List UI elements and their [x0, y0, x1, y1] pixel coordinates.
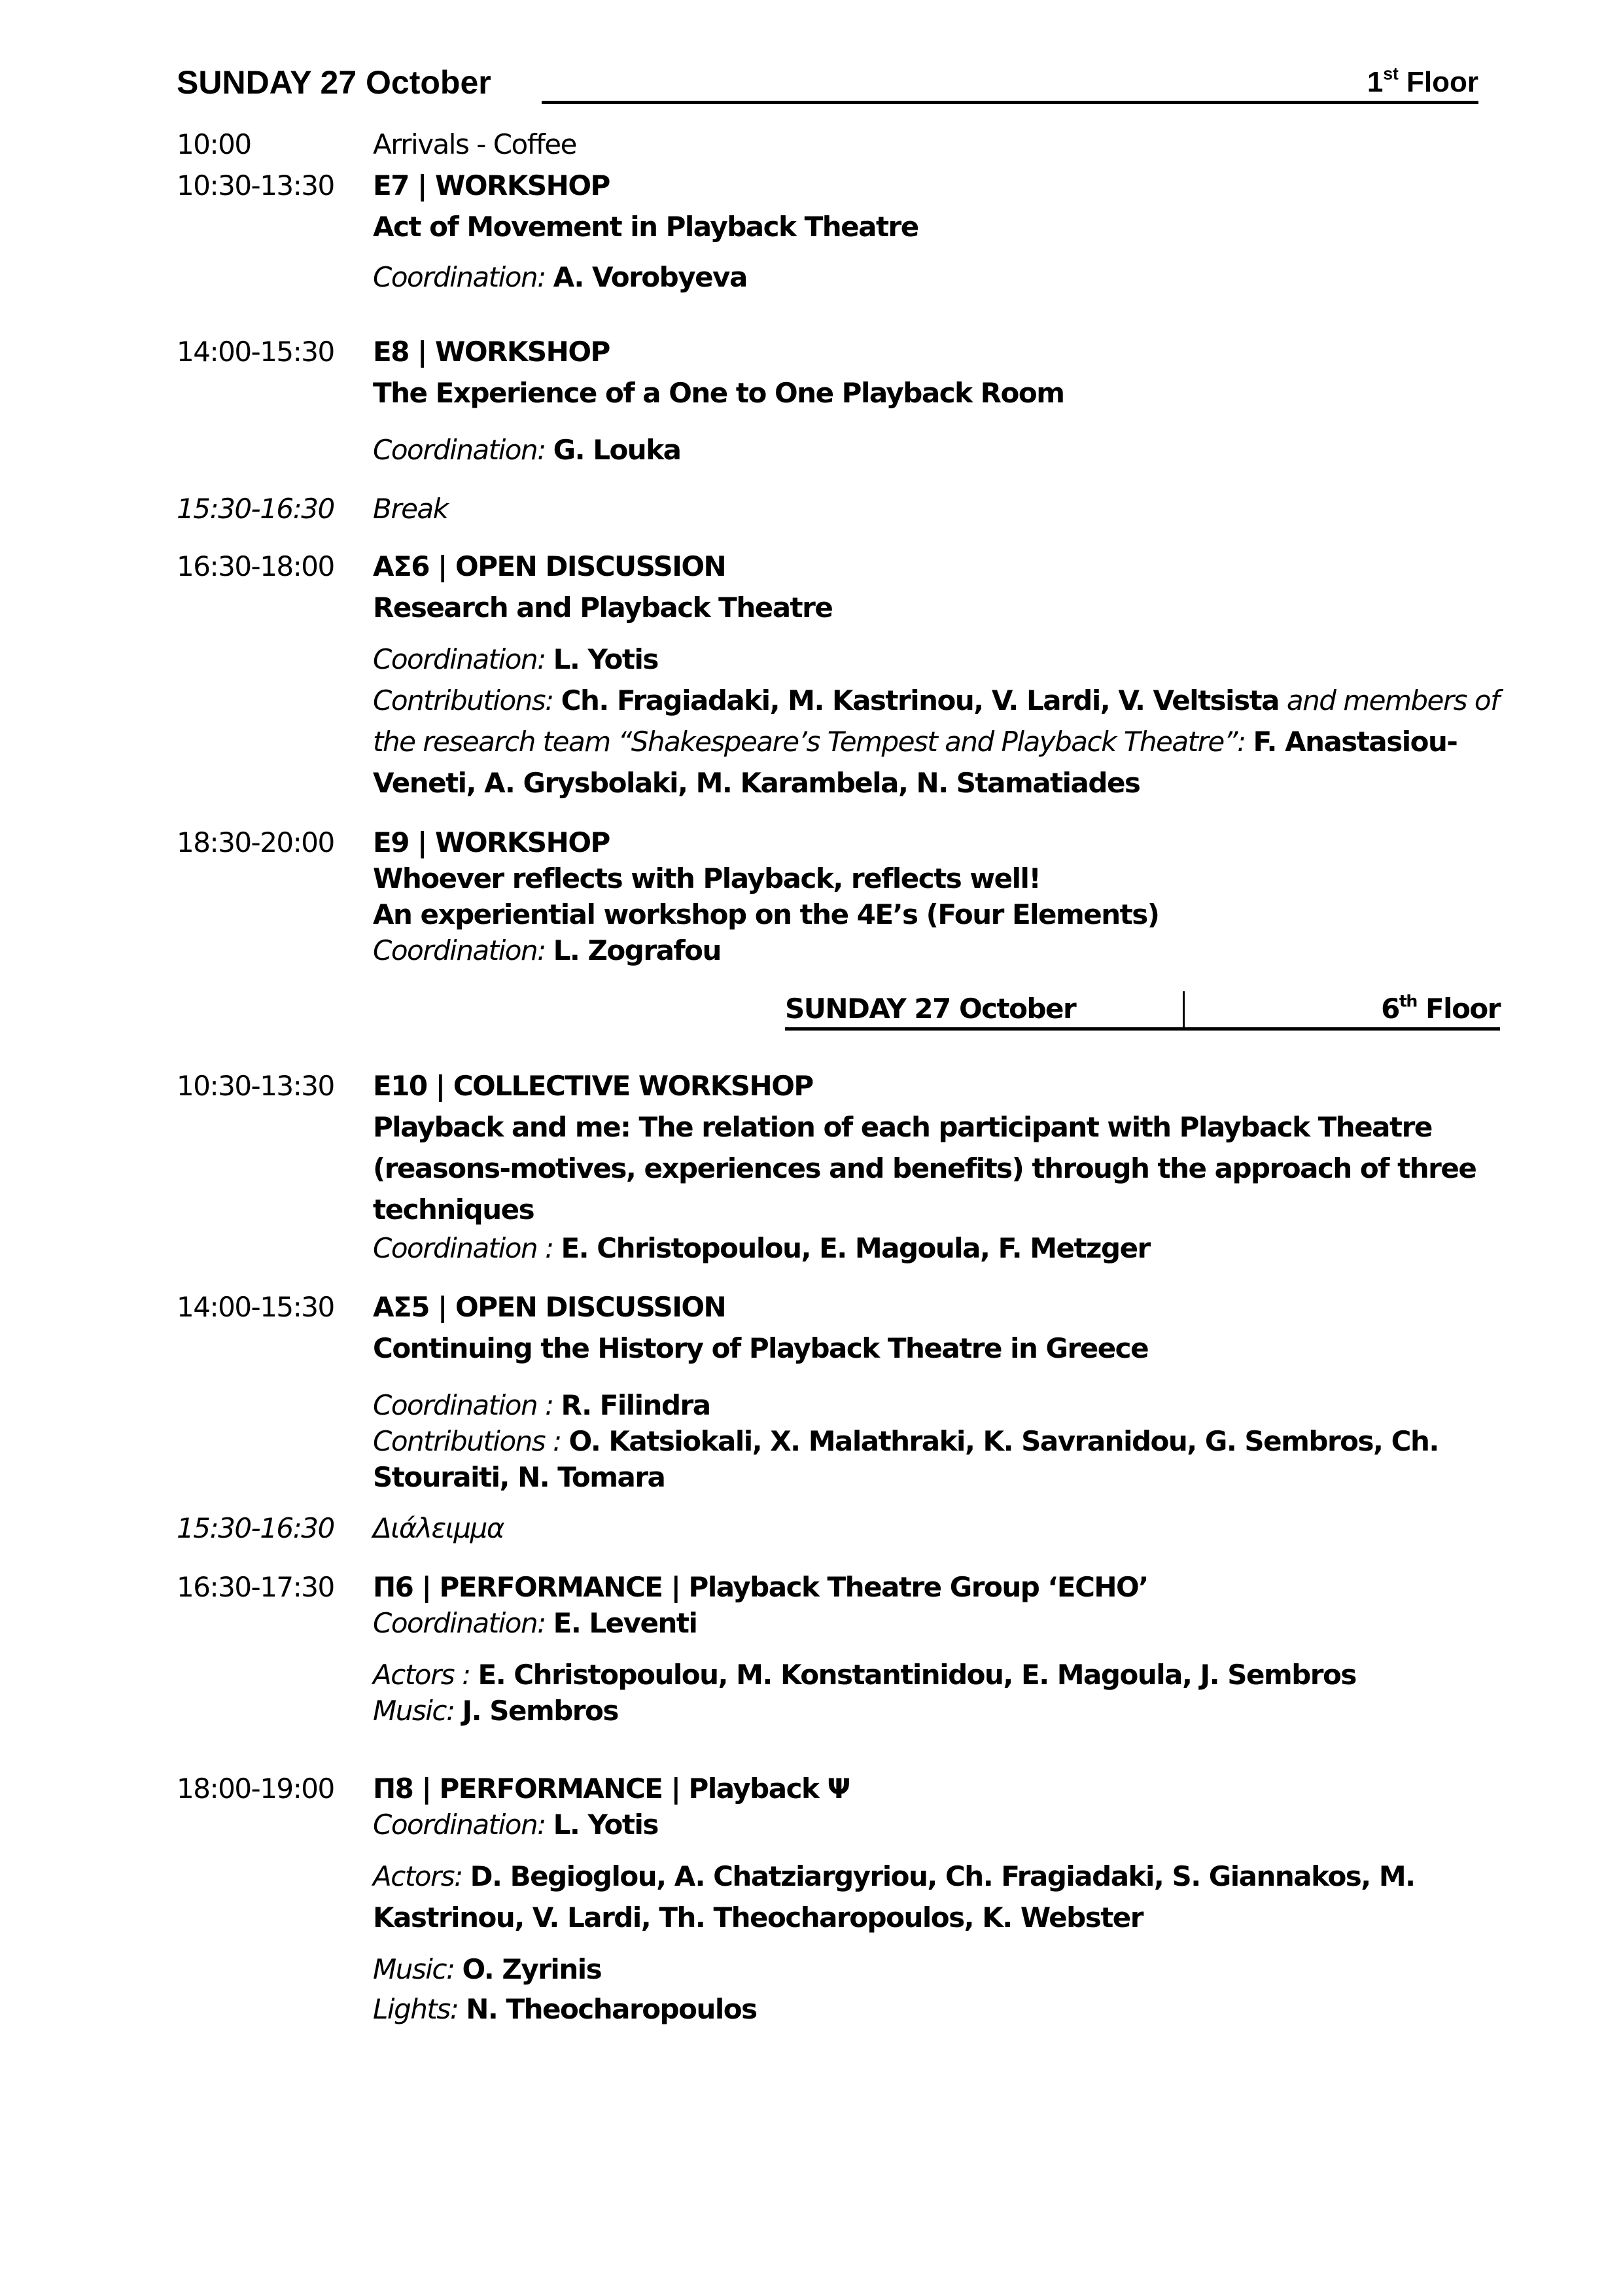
time-slot: 14:00-15:30: [177, 1291, 334, 1323]
music-line: [373, 1951, 1505, 1987]
music-label: Music:: [373, 1953, 455, 1985]
floor-label: [1381, 993, 1500, 1025]
day-header-6th-floor: [785, 988, 1500, 1031]
coordination-label: Coordination :: [373, 1232, 553, 1264]
time-slot: 10:30-13:30: [177, 169, 334, 202]
time-slot: 18:00-19:00: [177, 1773, 334, 1805]
floor-word: Floor: [1425, 993, 1500, 1025]
coordination-label: Coordination:: [373, 1809, 546, 1841]
actors-label: Actors:: [373, 1860, 462, 1892]
time-slot: 16:30-18:00: [177, 550, 334, 582]
actors-label: Actors :: [373, 1659, 470, 1691]
lights-line: [373, 1991, 1505, 2027]
music-name: O. Zyrinis: [462, 1953, 602, 1985]
event-code: E7 | WORKSHOP: [373, 169, 610, 202]
header-separator: [1183, 991, 1185, 1027]
coordination-line: [373, 641, 1505, 677]
coordination-label: Coordination:: [373, 934, 546, 966]
coordinator-name: E. Christopoulou, E. Magoula, F. Metzger: [561, 1232, 1150, 1264]
coordinator-name: L. Yotis: [553, 1809, 658, 1841]
day-header-1st-floor: [177, 62, 1478, 108]
time-slot: 10:30-13:30: [177, 1070, 334, 1102]
actors-line: [373, 1856, 1485, 1938]
coordinator-name: A. Vorobyeva: [553, 261, 747, 293]
coordinator-name: G. Louka: [553, 434, 681, 466]
floor-label: [1367, 63, 1478, 99]
header-rule: [542, 101, 1478, 104]
coordination-line: [373, 932, 1505, 968]
music-line: [373, 1693, 1505, 1729]
coordination-line: [373, 259, 1505, 295]
floor-number: 6: [1381, 993, 1399, 1025]
event-code: Π6 | PERFORMANCE | Playback Theatre Group ‘ECHO’: [373, 1571, 1148, 1603]
coordination-line: [373, 432, 1505, 468]
coordination-label: Coordination :: [373, 1389, 553, 1421]
time-slot: 10:00: [177, 128, 251, 160]
time-slot: 16:30-17:30: [177, 1571, 334, 1603]
music-name: J. Sembros: [462, 1695, 618, 1727]
event-code: ΑΣ5 | OPEN DISCUSSION: [373, 1291, 726, 1323]
event-subtitle-2: An experiential workshop on the 4E’s (Four Elements): [373, 898, 1159, 930]
actors-line: [373, 1657, 1505, 1693]
event-subtitle: Continuing the History of Playback Theatre in Greece: [373, 1332, 1149, 1364]
coordinator-name: L. Zografou: [553, 934, 721, 966]
contributions-label: Contributions :: [373, 1425, 561, 1457]
floor-ordinal: th: [1399, 991, 1417, 1011]
contributions-label: Contributions:: [373, 684, 553, 716]
coordinator-name: E. Leventi: [553, 1607, 697, 1639]
floor-ordinal: st: [1383, 63, 1399, 84]
event-subtitle: Playback and me: The relation of each participant with Playback Theatre (reasons-motives, experiences and benefits) through the approach of three techniques: [373, 1111, 1476, 1226]
coordinator-name: R. Filindra: [561, 1389, 710, 1421]
floor-word: Floor: [1406, 66, 1478, 98]
coordination-label: Coordination:: [373, 1607, 546, 1639]
day-title: SUNDAY 27 October: [177, 64, 491, 101]
contributions-block: [373, 1423, 1485, 1495]
coordination-line: [373, 1605, 1505, 1641]
event-subtitle: The Experience of a One to One Playback Room: [373, 377, 1064, 409]
coordination-label: Coordination:: [373, 643, 546, 675]
event-subtitle: Research and Playback Theatre: [373, 592, 833, 624]
coordination-line: [373, 1807, 1505, 1843]
coordinator-name: L. Yotis: [553, 643, 658, 675]
coordination-line: [373, 1230, 1505, 1266]
event-code: E10 | COLLECTIVE WORKSHOP: [373, 1070, 813, 1102]
time-slot: 15:30-16:30: [177, 1512, 334, 1544]
event-code: E9 | WORKSHOP: [373, 826, 610, 858]
contributor-names: O. Katsiokali, X. Malathraki, K. Savranidou, G. Sembros, Ch. Stouraiti, N. Tomara: [373, 1425, 1439, 1493]
actors-names: D. Begioglou, A. Chatziargyriou, Ch. Fragiadaki, S. Giannakos, M. Kastrinou, V. Lardi, Th. Theocharopoulos, K. Webster: [373, 1860, 1415, 1934]
time-slot: 15:30-16:30: [177, 493, 334, 525]
event-title: Διάλειμμα: [373, 1512, 504, 1544]
event-title: Arrivals - Coffee: [373, 128, 576, 160]
actors-names: E. Christopoulou, M. Konstantinidou, E. Magoula, J. Sembros: [478, 1659, 1356, 1691]
research-team-names: F. Anastasiou-Veneti, A. Grysbolaki, M. Karambela, N. Stamatiades: [373, 726, 1457, 799]
research-team-note: and members of the research team “Shakespeare’s Tempest and Playback Theatre”:: [373, 684, 1499, 758]
event-title: Break: [373, 493, 448, 525]
event-code: Π8 | PERFORMANCE | Playback Ψ: [373, 1773, 850, 1805]
contributor-names: Ch. Fragiadaki, M. Kastrinou, V. Lardi, V. Veltsista: [561, 684, 1279, 716]
event-subtitle: Act of Movement in Playback Theatre: [373, 211, 918, 243]
floor-number: 1: [1367, 66, 1384, 98]
coordination-label: Coordination:: [373, 434, 546, 466]
coordination-line: [373, 1387, 1505, 1423]
contributions-block: [373, 680, 1505, 804]
lights-label: Lights:: [373, 1993, 459, 2025]
event-code: E8 | WORKSHOP: [373, 336, 610, 368]
event-subtitle: Whoever reflects with Playback, reflects well!: [373, 862, 1041, 894]
time-slot: 14:00-15:30: [177, 336, 334, 368]
music-label: Music:: [373, 1695, 455, 1727]
event-code: ΑΣ6 | OPEN DISCUSSION: [373, 550, 726, 582]
time-slot: 18:30-20:00: [177, 826, 334, 858]
coordination-label: Coordination:: [373, 261, 546, 293]
day-title: SUNDAY 27 October: [785, 993, 1076, 1025]
lights-name: N. Theocharopoulos: [466, 1993, 757, 2025]
